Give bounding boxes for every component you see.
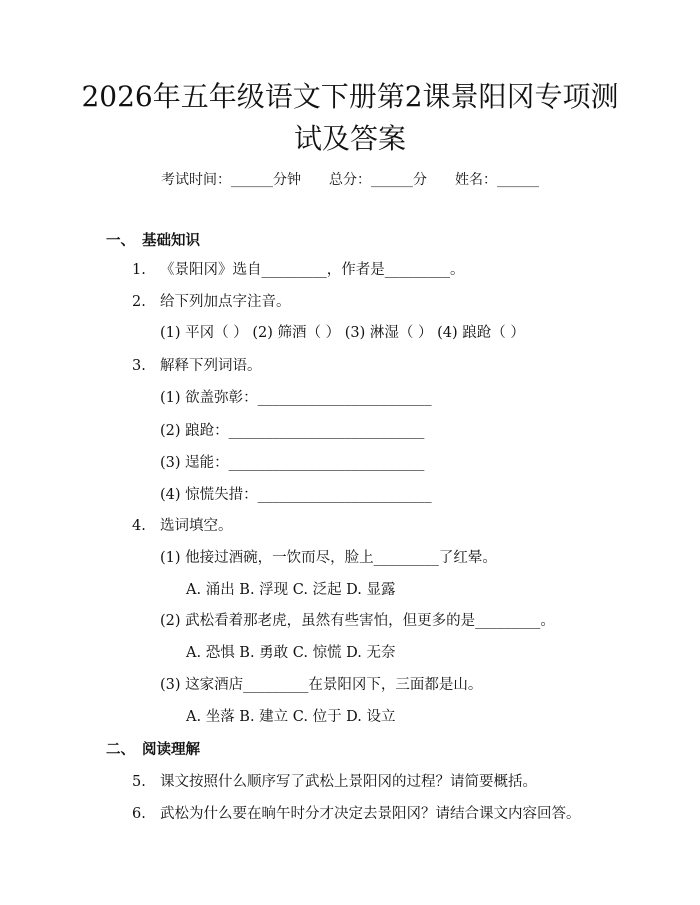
question-number: 1. — [132, 262, 146, 278]
question-4-options-1: A. 涌出 B. 浮现 C. 泛起 D. 显露 — [186, 582, 396, 598]
exam-info — [0, 169, 700, 189]
question-3-item: (1) 欲盖弥彰：________________________ — [160, 390, 432, 406]
question-3-item: (2) 踉跄：___________________________ — [160, 423, 425, 439]
question-text: 选词填空。 — [160, 518, 233, 534]
question-number: 6. — [132, 806, 146, 822]
question-4-sub-3: (3) 这家酒店_________在景阳冈下，三面都是山。 — [160, 677, 483, 693]
question-5 — [132, 772, 537, 792]
total-score: 总分：______分 — [329, 172, 427, 188]
question-3-item: (4) 惊慌失措：________________________ — [160, 487, 432, 503]
question-text: 给下列加点字注音。 — [160, 294, 291, 310]
question-4-options-2: A. 恐惧 B. 勇敢 C. 惊慌 D. 无奈 — [186, 645, 396, 661]
section-heading-2 — [106, 740, 200, 760]
question-text: 解释下列词语。 — [160, 358, 262, 374]
question-3-item: (3) 逞能：___________________________ — [160, 455, 425, 471]
question-4-options-3: A. 坐落 B. 建立 C. 位于 D. 设立 — [186, 709, 396, 725]
student-name: 姓名：______ — [455, 172, 539, 188]
question-text: 《景阳冈》选自_________，作者是_________。 — [160, 262, 465, 278]
question-1 — [132, 260, 465, 280]
question-number: 4. — [132, 518, 146, 534]
section-heading-1 — [106, 231, 200, 251]
question-4-sub-2: (2) 武松看着那老虎，虽然有些害怕，但更多的是_________。 — [160, 613, 555, 629]
question-text: 课文按照什么顺序写了武松上景阳冈的过程？请简要概括。 — [160, 774, 537, 790]
question-2 — [132, 292, 291, 312]
question-number: 5. — [132, 774, 146, 790]
question-3 — [132, 356, 262, 376]
question-number: 2. — [132, 294, 146, 310]
question-4-sub-1: (1) 他接过酒碗，一饮而尽，脸上_________了红晕。 — [160, 550, 497, 566]
section-number: 二、 — [106, 742, 135, 758]
question-text: 武松为什么要在晌午时分才决定去景阳冈？请结合课文内容回答。 — [160, 806, 581, 822]
section-number: 一、 — [106, 233, 135, 249]
exam-time: 考试时间：______分钟 — [161, 172, 301, 188]
question-number: 3. — [132, 358, 146, 374]
section-label: 阅读理解 — [142, 742, 200, 758]
question-6 — [132, 804, 581, 824]
section-label: 基础知识 — [142, 233, 200, 249]
page-title: 2026年五年级语文下册第2课景阳冈专项测试及答案 — [81, 80, 619, 155]
question-2-items: (1) 平冈（ ） (2) 筛酒（ ） (3) 淋湿（ ） (4) 踉跄（ ） — [160, 325, 525, 341]
question-4 — [132, 516, 233, 536]
